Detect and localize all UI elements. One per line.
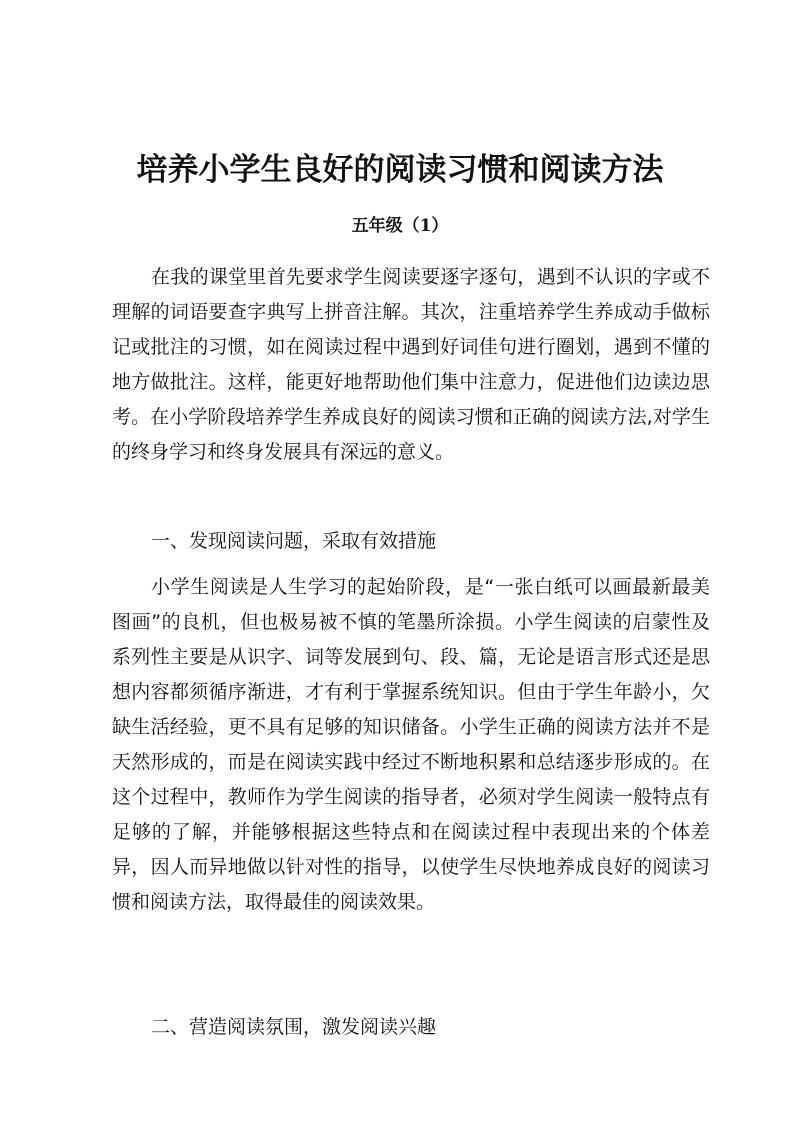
- document-subtitle: 五年级（1）: [351, 216, 449, 236]
- paragraph-intro: 在我的课堂里首先要求学生阅读要逐字逐句，遇到不认识的字或不理解的词语要查字典写上拼音注解。其次，注重培养学生养成动手做标记或批注的习惯，如在阅读过程中遇到好词佳句进行圈划，遇到不懂的地方做批注。这样，能更好地帮助他们集中注意力，促进他们边读边思考。在小学阶段培养学生养成良好的阅读习惯和正确的阅读方法,对学生的终身学习和终身发展具有深远的意义。: [112, 266, 710, 463]
- section-heading-1: 一、发现阅读问题，采取有效措施: [151, 530, 437, 552]
- document-title: 培养小学生良好的阅读习惯和阅读方法: [136, 152, 664, 188]
- section-heading-2: 二、营造阅读氛围，激发阅读兴趣: [151, 1016, 437, 1038]
- paragraph-section-1: 小学生阅读是人生学习的起始阶段，是“一张白纸可以画最新最美图画”的良机，但也极易被不慎的笔墨所涂损。小学生阅读的启蒙性及系列性主要是从识字、词等发展到句、段、篇，无论是语言形式还是思想内容都须循序渐进，才有利于掌握系统知识。但由于学生年龄小，欠缺生活经验，更不具有足够的知识储备。小学生正确的阅读方法并不是天然形成的，而是在阅读实践中经过不断地积累和总结逐步形成的。在这个过程中，教师作为学生阅读的指导者，必须对学生阅读一般特点有足够的了解，并能够根据这些特点和在阅读过程中表现出来的个体差异，因人而异地做以针对性的指导，以使学生尽快地养成良好的阅读习惯和阅读方法，取得最佳的阅读效果。: [112, 576, 710, 913]
